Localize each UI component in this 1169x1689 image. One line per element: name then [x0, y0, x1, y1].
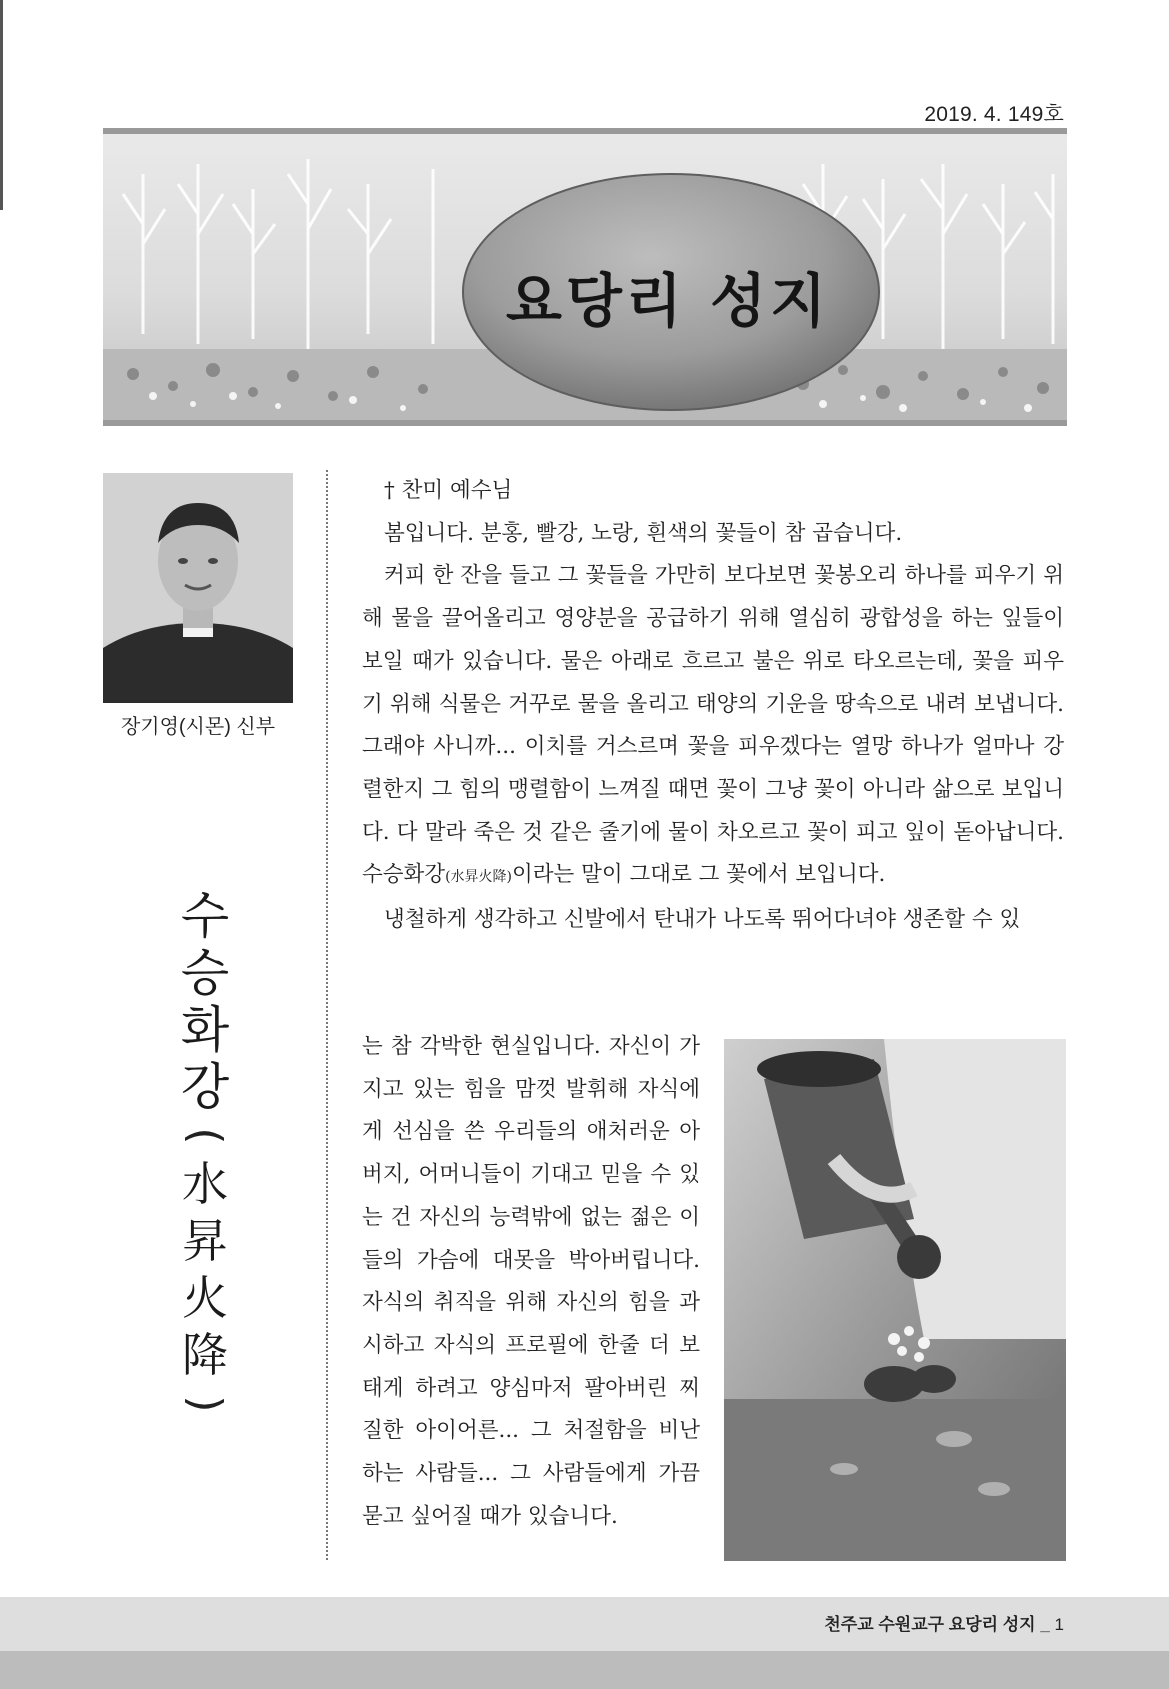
title-paren-close: ) — [180, 1395, 231, 1413]
title-char: 화 — [180, 1001, 230, 1059]
bottom-band — [0, 1651, 1169, 1689]
issue-label: 2019. 4. 149호 — [924, 103, 1064, 126]
footer-label: 천주교 수원교구 요당리 성지 _ 1 — [824, 1615, 1064, 1634]
paragraph: 커피 한 잔을 들고 그 꽃들을 가만히 보다보면 꽃봉오리 하나를 피우기 위해 물을 끌어올리고 영양분을 공급하기 위해 열심히 광합성을 하는 잎들이 보일 때가 있습니다. 물은 아래로 흐르고 불은 위로 타오르는데, 꽃을 피우기 위해 식물은 거꾸로 물을 올리고 태양의 기운을 땅속으로 내려 보냅니다. 그래야 사니까... 이치를 거스르며 꽃을 피우겠다는 열망 하나가 얼마나 강렬한지 그 힘의 맹렬함이 느껴질 때면 꽃이 그냥 꽃이 아니라 삶으로 보입니다. 다 말라 죽은 것 같은 줄기에 물이 차오르고 꽃이 피고 잎이 돋아납니다. 수승화강(水昇火降)이라는 말이 그대로 그 꽃에서 보입니다. — [362, 563, 1064, 888]
author-portrait — [103, 473, 293, 703]
paragraph: 봄입니다. 분홍, 빨강, 노랑, 흰색의 꽃들이 참 곱습니다. — [384, 520, 903, 546]
banner-title: 요당리 성지 — [505, 267, 831, 335]
header-banner — [103, 128, 1067, 426]
title-paren-open: ( — [180, 1127, 231, 1145]
vertical-title — [170, 888, 240, 1424]
title-char: 강 — [180, 1058, 230, 1116]
title-char: 승 — [180, 944, 230, 1002]
title-char: 수 — [180, 887, 230, 945]
article-body — [362, 470, 1064, 942]
title-hanja: 降 — [182, 1328, 228, 1382]
author-name: 장기영(시몬) 신부 — [120, 716, 276, 738]
margin-mark — [0, 0, 3, 210]
title-hanja: 昇 — [182, 1214, 228, 1268]
paragraph: 냉철하게 생각하고 신발에서 탄내가 나도록 뛰어다녀야 생존할 수 있 — [384, 907, 1021, 933]
watering-photo — [724, 1039, 1066, 1561]
column-divider — [326, 470, 328, 1560]
title-hanja: 水 — [182, 1157, 228, 1211]
article-body-continued: 는 참 각박한 현실입니다. 자신이 가지고 있는 힘을 맘껏 발휘해 자식에게 선심을 쓴 우리들의 애처러운 아버지, 어머니들이 기대고 믿을 수 있는 건 자신의 능력밖에 없는 젊은 이들의 가슴에 대못을 박아버립니다. 자식의 취직을 위해 자신의 힘을 과시하고 자식의 프로필에 한줄 더 보태게 하려고 양심마저 팔아버린 찌질한 아이어른... 그 처절함을 비난하는 사람들... 그 사람들에게 가끔 묻고 싶어질 때가 있습니다. — [362, 1034, 700, 1529]
greeting: † 찬미 예수님 — [384, 478, 513, 503]
title-hanja: 火 — [182, 1271, 228, 1325]
page-number: 1 — [1054, 1615, 1064, 1634]
